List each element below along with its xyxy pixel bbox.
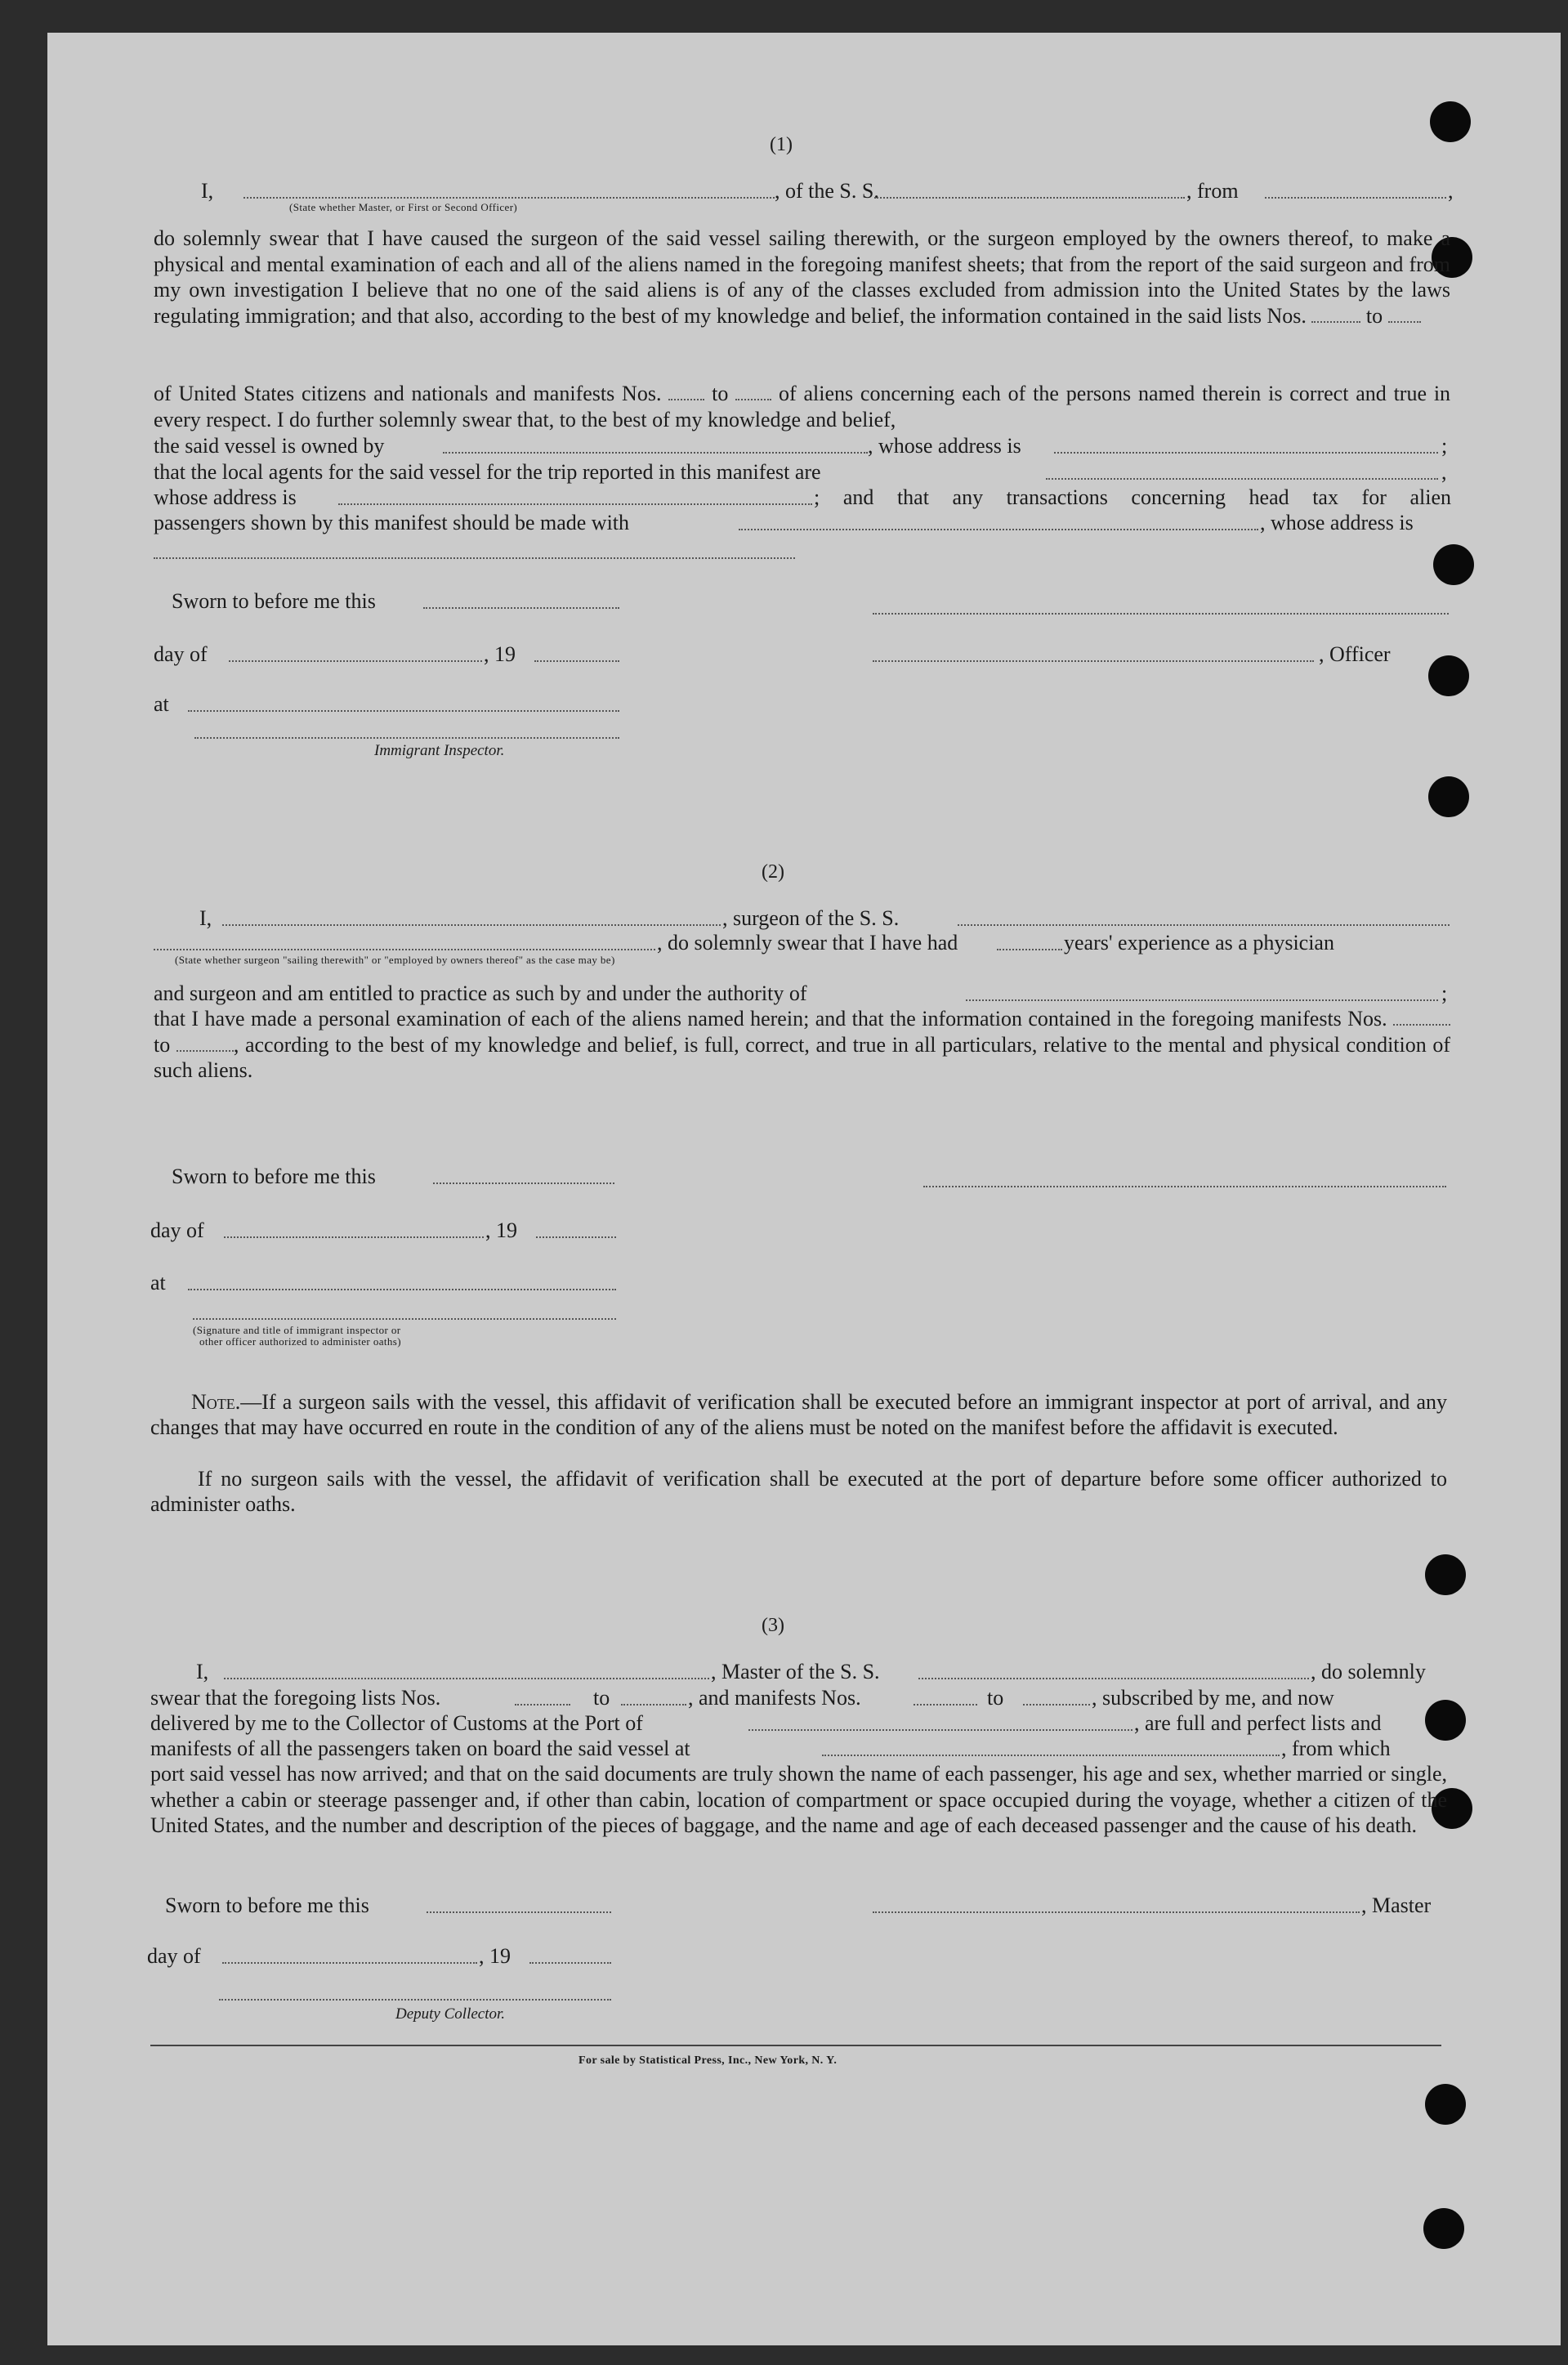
s1-body2-to: to	[712, 382, 729, 405]
s1-body-to: to	[1365, 303, 1383, 328]
s1-sworn: Sworn to before me this	[172, 589, 376, 613]
s2-swear: , do solemnly swear that I have had	[657, 931, 958, 954]
s2-surgeon-name-field[interactable]	[222, 924, 721, 926]
s1-vessel-field[interactable]	[874, 197, 1185, 199]
s1-whose-address: , whose address is	[868, 434, 1021, 458]
s2-surgeon-status-field[interactable]	[154, 949, 655, 950]
s3-month-field[interactable]	[222, 1962, 477, 1964]
s1-head-tax-contact-field[interactable]	[739, 529, 1258, 530]
s1-whose-address-is: whose address is	[154, 485, 297, 509]
s2-surgeon-signature-field[interactable]	[923, 1186, 1446, 1187]
s3-deputy-signature-field[interactable]	[219, 1999, 611, 2001]
s1-sworn-day-field[interactable]	[423, 607, 619, 609]
s2-authority-field[interactable]	[966, 999, 1438, 1001]
punch-hole	[1423, 2208, 1464, 2249]
s1-officer: , Officer	[1319, 642, 1391, 666]
s1-agents-comma: ,	[1441, 460, 1447, 484]
s2-month-field[interactable]	[224, 1236, 484, 1238]
punch-hole	[1425, 2084, 1466, 2125]
s1-of-the-ss: , of the S. S.	[775, 179, 879, 203]
footer-rule	[150, 2045, 1441, 2046]
s1-comma: ,	[1448, 179, 1454, 203]
s1-owner-field[interactable]	[443, 452, 868, 454]
s3-delivered: delivered by me to the Collector of Customs at the Port of	[150, 1711, 643, 1735]
section-2-number: (2)	[762, 861, 784, 883]
s3-year: , 19	[479, 1944, 511, 1968]
s2-body-b: , according to the best of my knowledge and belief, is full, correct, and true in all particulars, relative to the mental and physical condition of such aliens.	[154, 1032, 1450, 1082]
s1-year-field[interactable]	[534, 660, 619, 662]
s2-at: at	[150, 1271, 166, 1294]
s3-manifests-of: manifests of all the passengers taken on board the said vessel at	[150, 1737, 690, 1760]
s1-inspector: Immigrant Inspector.	[374, 742, 505, 759]
s2-sworn-day-field[interactable]	[433, 1182, 614, 1184]
s2-surgeon-of: , surgeon of the S. S.	[722, 906, 900, 930]
s1-passengers-shown: passengers shown by this manifest should be made with	[154, 511, 630, 534]
s3-lists-to-field[interactable]	[621, 1704, 686, 1706]
s3-master-name-field[interactable]	[224, 1678, 709, 1679]
s1-body	[154, 226, 1450, 381]
section-3-number: (3)	[762, 1615, 784, 1636]
s2-body-text: that I have made a personal examination of each of the aliens named herein; and that the information contained in the foregoing manifests Nos.	[154, 1007, 1387, 1030]
s1-i-label: I,	[201, 179, 214, 203]
s1-owner-address-field[interactable]	[1054, 452, 1438, 454]
s1-from: , from	[1186, 179, 1239, 203]
s2-sworn: Sworn to before me this	[172, 1165, 376, 1188]
s1-body-2	[154, 381, 1450, 433]
s2-years-field[interactable]	[997, 949, 1062, 950]
s2-at-field[interactable]	[188, 1289, 616, 1290]
s3-day-of: day of	[147, 1944, 201, 1968]
s2-signature-note-1: (Signature and title of immigrant inspector or	[193, 1324, 401, 1336]
s2-vessel-field[interactable]	[958, 924, 1450, 926]
s1-local-agents: that the local agents for the said vessel for the trip reported in this manifest are	[154, 460, 821, 484]
s3-departure-field[interactable]	[822, 1755, 1280, 1756]
s1-whose-address-end: , whose address is	[1260, 511, 1414, 534]
s2-years: years' experience as a physician	[1064, 931, 1334, 954]
s2-surgeon-note: (State whether surgeon "sailing therewith" or "employed by owners thereof" as the case may be)	[175, 954, 615, 966]
s2-note-label: Note.	[191, 1390, 241, 1414]
s1-day-of: day of	[154, 642, 208, 666]
s1-officer-signature-field[interactable]	[873, 660, 1314, 662]
s2-manifests-to-field[interactable]	[176, 1034, 234, 1052]
s2-note-body: —If a surgeon sails with the vessel, this affidavit of verification shall be executed before an immigrant inspector at port of arrival, and any changes that may have occurred en route in the condition of any of the aliens must be noted on the manifest before the affidavit is executed.	[150, 1390, 1447, 1439]
s1-at: at	[154, 692, 169, 716]
form-sheet	[47, 33, 1561, 2345]
s1-officer-name-field[interactable]	[243, 197, 775, 199]
s3-sworn: Sworn to before me this	[165, 1893, 369, 1917]
s3-manifests-to-field[interactable]	[1023, 1704, 1090, 1706]
s3-lists-from-field[interactable]	[515, 1704, 570, 1706]
s1-lists-to-field[interactable]	[1388, 305, 1421, 323]
s3-master-of: , Master of the S. S.	[711, 1660, 880, 1683]
s2-to: to	[154, 1032, 171, 1057]
s3-to2: to	[987, 1686, 1004, 1710]
s2-inspector-signature-field[interactable]	[193, 1318, 616, 1320]
s3-subscribed: , subscribed by me, and now	[1092, 1686, 1334, 1710]
s1-officer-note: (State whether Master, or First or Second Officer)	[289, 201, 518, 213]
s3-body: swear that the foregoing lists Nos.	[150, 1686, 441, 1710]
s2-manifests-from-field[interactable]	[1393, 1008, 1450, 1026]
s2-entitled: and surgeon and am entitled to practice as such by and under the authority of	[154, 981, 807, 1005]
punch-hole	[1428, 776, 1469, 817]
s1-month-field[interactable]	[229, 660, 482, 662]
s1-body2-b: of aliens concerning each of the persons named therein is correct and true in every respect. I do further solemnly swear that, to the best of my knowledge and belief,	[154, 382, 1450, 431]
s1-inspector-signature-field[interactable]	[194, 737, 619, 739]
s2-note-2: If no surgeon sails with the vessel, the affidavit of verification shall be executed at the port of departure before some officer authorized to administer oaths.	[150, 1467, 1447, 1516]
s2-day-of: day of	[150, 1218, 204, 1242]
s1-officer-signature-top[interactable]	[873, 613, 1449, 615]
punch-hole	[1428, 655, 1469, 696]
s3-manifests-from-field[interactable]	[914, 1704, 977, 1706]
s3-deputy: Deputy Collector.	[395, 2005, 506, 2023]
s3-solemnly: , do solemnly	[1311, 1660, 1426, 1683]
s3-master-signature-field[interactable]	[873, 1911, 1360, 1913]
s2-semicolon: ;	[1441, 981, 1448, 1005]
s1-year: , 19	[484, 642, 516, 666]
punch-hole	[1425, 1700, 1466, 1741]
s3-full-perfect: , are full and perfect lists and	[1134, 1711, 1382, 1735]
s2-year-field[interactable]	[536, 1236, 616, 1238]
s1-from-field[interactable]	[1265, 197, 1446, 199]
s3-year-field[interactable]	[529, 1962, 611, 1964]
s1-owned-by: the said vessel is owned by	[154, 434, 385, 458]
punch-hole	[1430, 101, 1471, 142]
s2-body	[154, 1006, 1450, 1084]
s1-body-text: do solemnly swear that I have caused the surgeon of the said vessel sailing therewith, or the surgeon employed by the owners thereof, to make a physical and mental examination of each and all of the aliens named in the foregoing manifest sheets; that from the report of the said surgeon and from my own investigation I believe that no one of the said aliens is of any of the classes excluded from admission into the United States by the laws regulating immigration; and that also, according to the best of my knowledge and belief, the information contained in the said lists Nos.	[154, 226, 1450, 328]
s3-manifests: , and manifests Nos.	[688, 1686, 861, 1710]
s1-body2-a: of United States citizens and nationals and manifests Nos.	[154, 382, 662, 405]
s3-master: , Master	[1361, 1893, 1432, 1917]
s3-from-which: , from which	[1281, 1737, 1391, 1760]
s1-at-field[interactable]	[188, 710, 619, 712]
s3-i-label: I,	[196, 1660, 209, 1683]
s2-signature-note-2: other officer authorized to administer oaths)	[199, 1335, 401, 1348]
s2-note	[150, 1389, 1447, 1440]
s1-manifests-from-field[interactable]	[668, 382, 704, 400]
s1-semicolon: ;	[1441, 434, 1448, 458]
s3-to1: to	[593, 1686, 610, 1710]
s1-agents-field[interactable]	[1046, 478, 1438, 480]
s3-sworn-day-field[interactable]	[427, 1911, 611, 1913]
s3-vessel-field[interactable]	[918, 1678, 1309, 1679]
footer-imprint: For sale by Statistical Press, Inc., New York, N. Y.	[579, 2054, 838, 2067]
s1-agents-address-field[interactable]	[338, 503, 812, 505]
punch-hole	[1433, 544, 1474, 585]
s1-lists-from-field[interactable]	[1311, 305, 1360, 323]
s1-manifests-to-field[interactable]	[735, 382, 771, 400]
punch-hole	[1425, 1554, 1466, 1595]
s1-head-tax: ; and that any transactions concerning head tax for alien	[814, 485, 1451, 509]
s3-port-field[interactable]	[748, 1729, 1132, 1731]
section-1-number: (1)	[770, 134, 793, 155]
s2-year: , 19	[485, 1218, 517, 1242]
s2-i-label: I,	[199, 906, 212, 930]
s1-contact-address-field[interactable]	[154, 557, 795, 559]
s3-body-rest: port said vessel has now arrived; and that on the said documents are truly shown the name of each passenger, his age and sex, whether married or single, whether a cabin or steerage passenger and, if other than cabin, location of compartment or space occupied during the voyage, whether a citizen of the United States, and the number and description of the pieces of baggage, and the name and age of each deceased passenger and the cause of his death.	[150, 1762, 1447, 1837]
